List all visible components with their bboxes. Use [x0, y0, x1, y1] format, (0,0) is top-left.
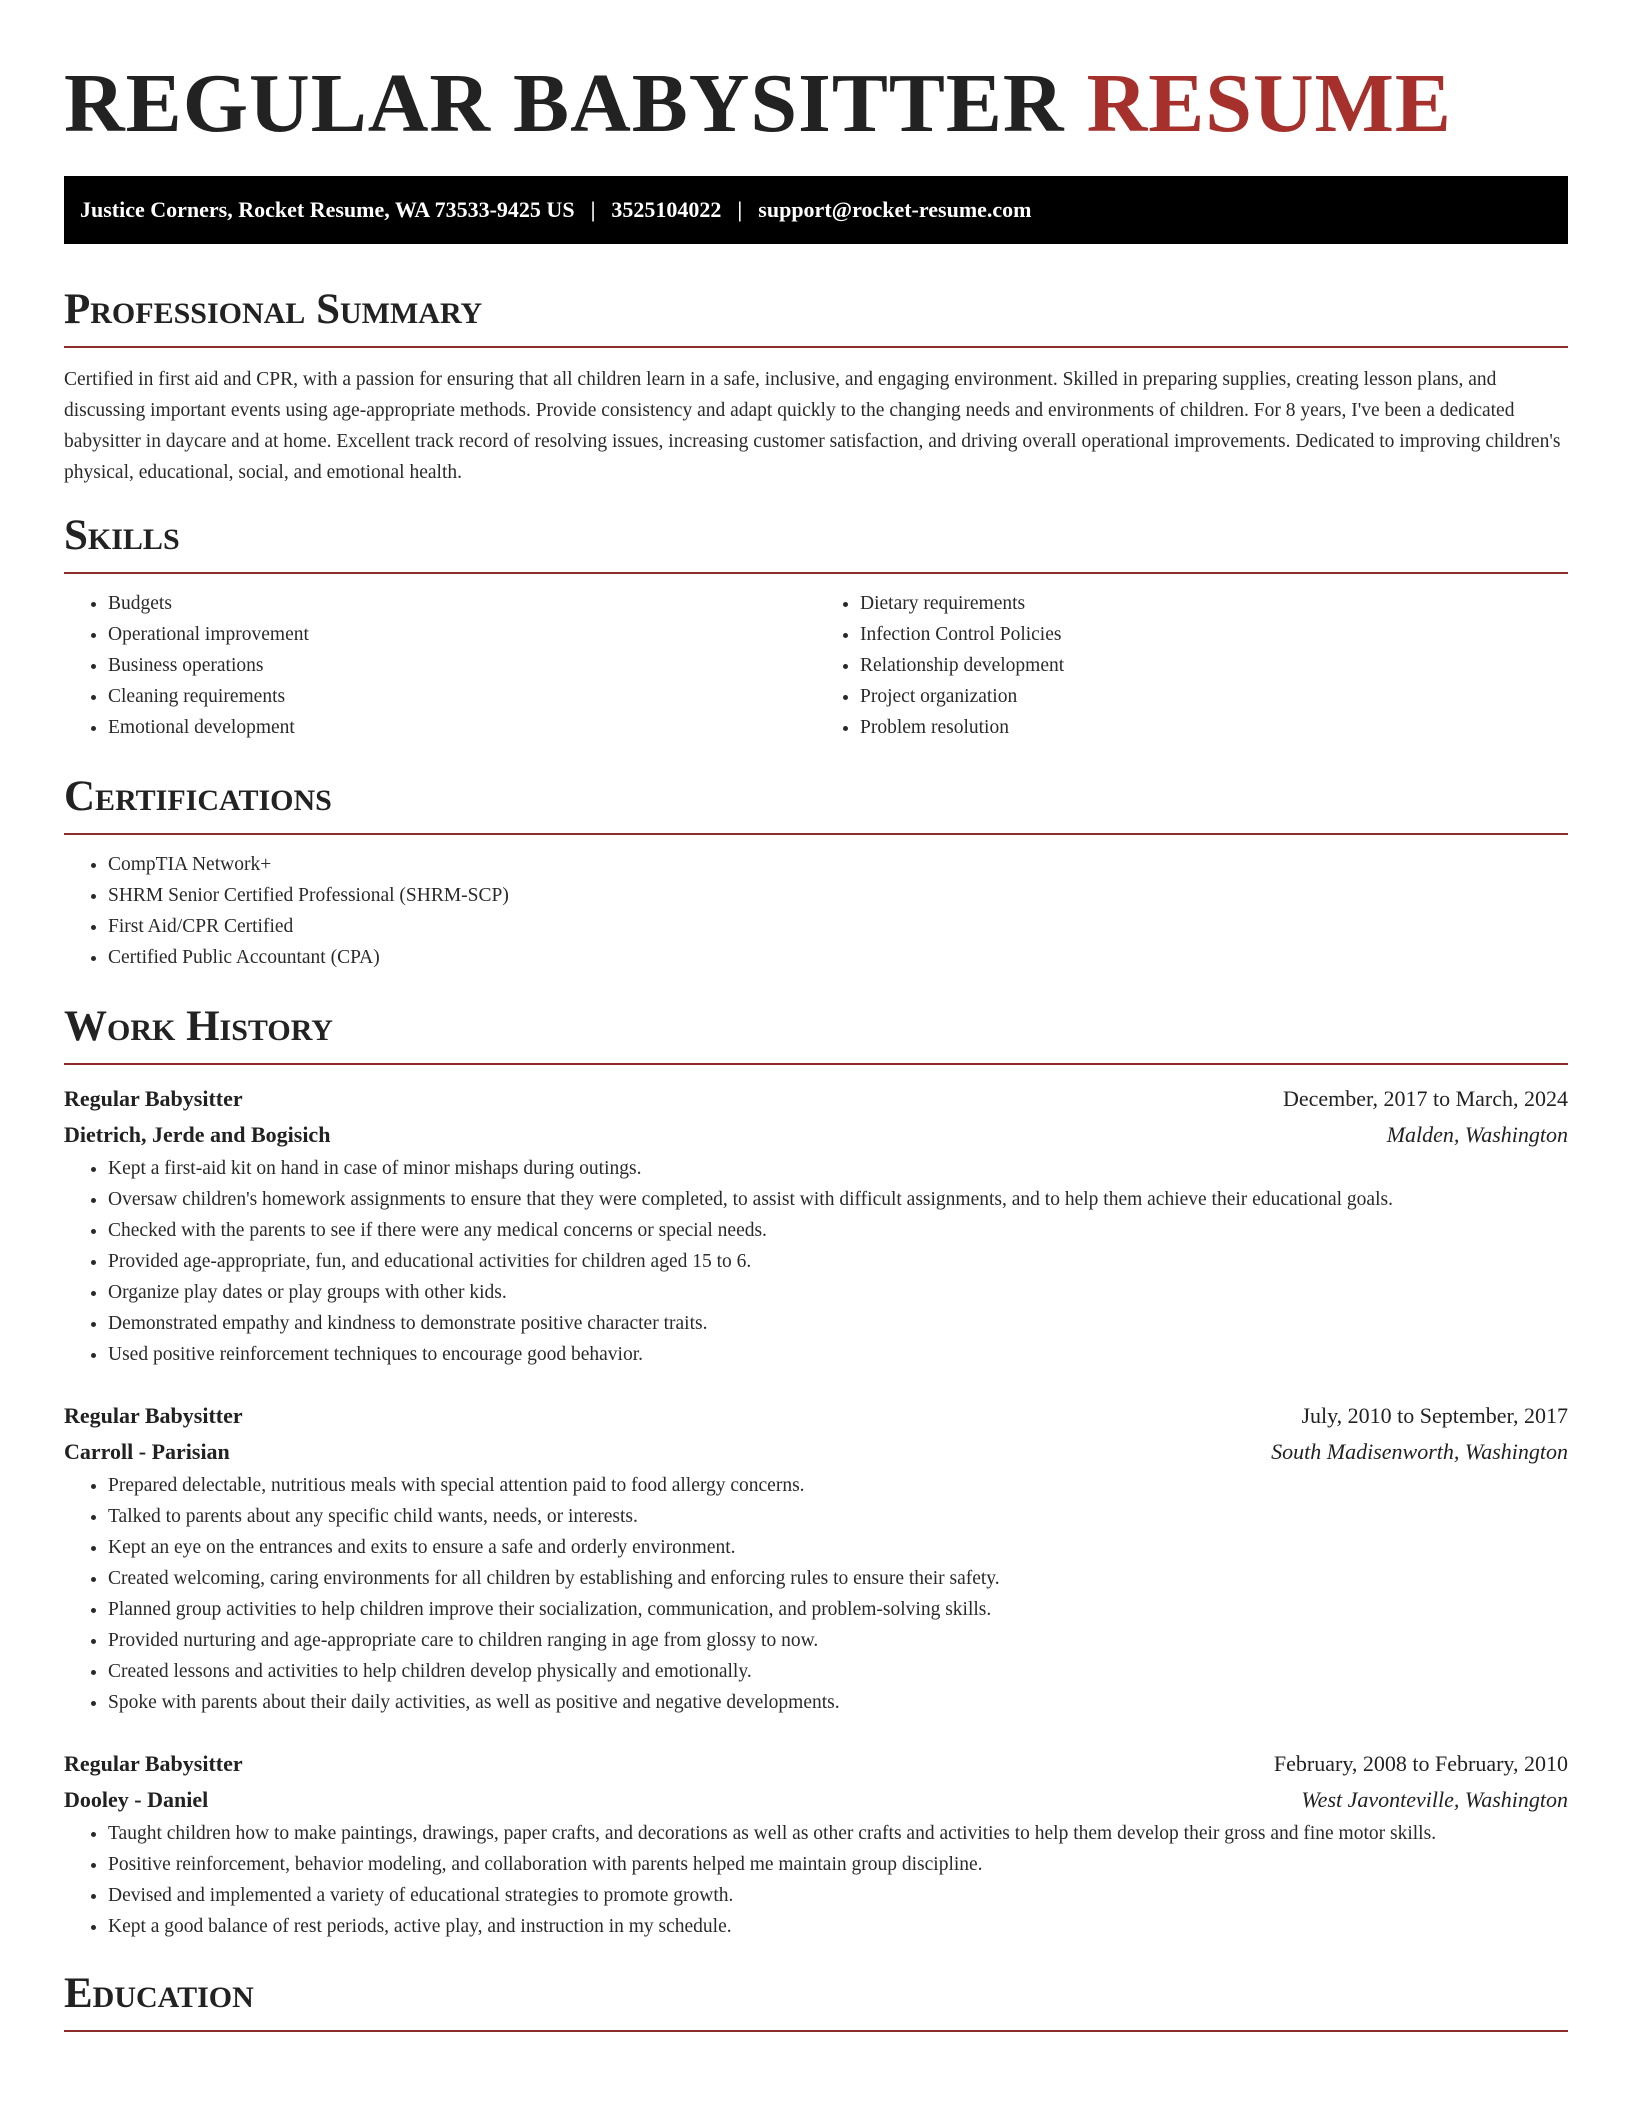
job-duty-item: • Checked with the parents to see if there were any medical concerns or special needs. — [108, 1215, 1568, 1246]
job-header-row — [64, 1746, 1568, 1782]
certification-item: • First Aid/CPR Certified — [108, 911, 1568, 942]
job-company: Carroll - Parisian — [64, 1439, 230, 1464]
job-duties-list — [64, 1153, 1568, 1370]
job-company: Dooley - Daniel — [64, 1787, 209, 1812]
job-duty-item: • Provided nurturing and age-appropriate care to children ranging in age from glossy to now. — [108, 1625, 1568, 1656]
contact-address: Justice Corners, Rocket Resume, WA 73533-9425 US — [80, 197, 575, 222]
skills-list-right — [816, 588, 1568, 743]
certification-item: • SHRM Senior Certified Professional (SHRM-SCP) — [108, 880, 1568, 911]
contact-bar — [64, 176, 1568, 244]
skills-section — [64, 510, 1568, 743]
job-subheader-row — [64, 1782, 1568, 1818]
job-title: Regular Babysitter — [64, 1086, 243, 1111]
job-duty-item: • Talked to parents about any specific child wants, needs, or interests. — [108, 1501, 1568, 1532]
job-duty-item: • Created welcoming, caring environments for all children by establishing and enforcing rules to ensure their safety. — [108, 1563, 1568, 1594]
section-heading-work-history: Work History — [64, 1001, 1568, 1065]
job-duty-item: • Created lessons and activities to help children develop physically and emotionally. — [108, 1656, 1568, 1687]
summary-text: Certified in first aid and CPR, with a passion for ensuring that all children learn in a safe, inclusive, and engaging environment. Skilled in preparing supplies, creating lesson plans, and discussing important events using age-appropriate methods. Provide consistency and adapt quickly to the changing needs and environments of children. For 8 years, I've been a dedicated babysitter in daycare and at home. Excellent track record of resolving issues, increasing customer satisfaction, and driving overall operational improvements. Dedicated to improving children's physical, educational, social, and emotional health. — [64, 369, 1561, 483]
job-duty-item: • Positive reinforcement, behavior modeling, and collaboration with parents helped me maintain group discipline. — [108, 1849, 1568, 1880]
job-location: South Madisenworth, Washington — [1271, 1439, 1568, 1464]
job-duty-item: • Used positive reinforcement techniques to encourage good behavior. — [108, 1339, 1568, 1370]
job-company: Dietrich, Jerde and Bogisich — [64, 1122, 331, 1147]
job-subheader-row — [64, 1434, 1568, 1470]
skill-item: • Problem resolution — [860, 712, 1568, 743]
job-header-row — [64, 1081, 1568, 1117]
job-duty-item: • Kept an eye on the entrances and exits to ensure a safe and orderly environment. — [108, 1532, 1568, 1563]
job-duty-item: • Oversaw children's homework assignments to ensure that they were completed, to assist with difficult assignments, and to help them achieve their educational goals. — [108, 1184, 1568, 1215]
job-duty-item: • Prepared delectable, nutritious meals with special attention paid to food allergy concerns. — [108, 1470, 1568, 1501]
title-accent: RESUME — [1086, 57, 1452, 150]
job-location: West Javonteville, Washington — [1301, 1787, 1568, 1812]
skill-item: • Budgets — [108, 588, 816, 619]
job-title: Regular Babysitter — [64, 1751, 243, 1776]
job-duties-list — [64, 1470, 1568, 1718]
job-title: Regular Babysitter — [64, 1403, 243, 1428]
skills-grid — [64, 588, 1568, 743]
section-heading-certifications: Certifications — [64, 771, 1568, 835]
contact-phone: 3525104022 — [611, 197, 722, 222]
certifications-list — [64, 849, 1568, 973]
certifications-section — [64, 771, 1568, 973]
skill-item: • Emotional development — [108, 712, 816, 743]
job-duty-item: • Kept a first-aid kit on hand in case of minor mishaps during outings. — [108, 1153, 1568, 1184]
work-history-section — [64, 1001, 1568, 1942]
job-duty-item: • Organize play dates or play groups with other kids. — [108, 1277, 1568, 1308]
education-section — [64, 1968, 1568, 2032]
job-duty-item: • Provided age-appropriate, fun, and educational activities for children aged 15 to 6. — [108, 1246, 1568, 1277]
job-dates: July, 2010 to September, 2017 — [1301, 1403, 1568, 1428]
certification-item: • Certified Public Accountant (CPA) — [108, 942, 1568, 973]
job-entry — [64, 1746, 1568, 1942]
job-duty-item: • Planned group activities to help children improve their socialization, communication, and problem-solving skills. — [108, 1594, 1568, 1625]
job-duties-list — [64, 1818, 1568, 1942]
skill-item: • Business operations — [108, 650, 816, 681]
skill-item: • Operational improvement — [108, 619, 816, 650]
job-location: Malden, Washington — [1386, 1122, 1568, 1147]
job-duty-item: • Kept a good balance of rest periods, active play, and instruction in my schedule. — [108, 1911, 1568, 1942]
certification-item: • CompTIA Network+ — [108, 849, 1568, 880]
skills-list-left — [64, 588, 816, 743]
job-duty-item: • Demonstrated empathy and kindness to demonstrate positive character traits. — [108, 1308, 1568, 1339]
skill-item: • Dietary requirements — [860, 588, 1568, 619]
job-header-row — [64, 1398, 1568, 1434]
job-duty-item: • Devised and implemented a variety of educational strategies to promote growth. — [108, 1880, 1568, 1911]
contact-separator: | — [737, 197, 743, 222]
skill-item: • Relationship development — [860, 650, 1568, 681]
job-dates: February, 2008 to February, 2010 — [1273, 1751, 1568, 1776]
resume-title — [64, 0, 1568, 154]
job-dates: December, 2017 to March, 2024 — [1282, 1086, 1568, 1111]
skill-item: • Infection Control Policies — [860, 619, 1568, 650]
job-subheader-row — [64, 1117, 1568, 1153]
contact-email[interactable]: support@rocket-resume.com — [758, 197, 1032, 222]
contact-separator: | — [590, 197, 596, 222]
section-heading-education: Education — [64, 1968, 1568, 2032]
job-entry — [64, 1398, 1568, 1718]
section-heading-skills: Skills — [64, 510, 1568, 574]
job-duty-item: • Taught children how to make paintings, drawings, paper crafts, and decorations as well as other crafts and activities to help them develop their gross and fine motor skills. — [108, 1818, 1568, 1849]
job-entry — [64, 1081, 1568, 1370]
skill-item: • Cleaning requirements — [108, 681, 816, 712]
job-duty-item: • Spoke with parents about their daily activities, as well as positive and negative developments. — [108, 1687, 1568, 1718]
title-main: REGULAR BABYSITTER — [64, 57, 1065, 150]
section-heading-summary: Professional Summary — [64, 284, 1568, 348]
skill-item: • Project organization — [860, 681, 1568, 712]
professional-summary-section — [64, 284, 1568, 488]
